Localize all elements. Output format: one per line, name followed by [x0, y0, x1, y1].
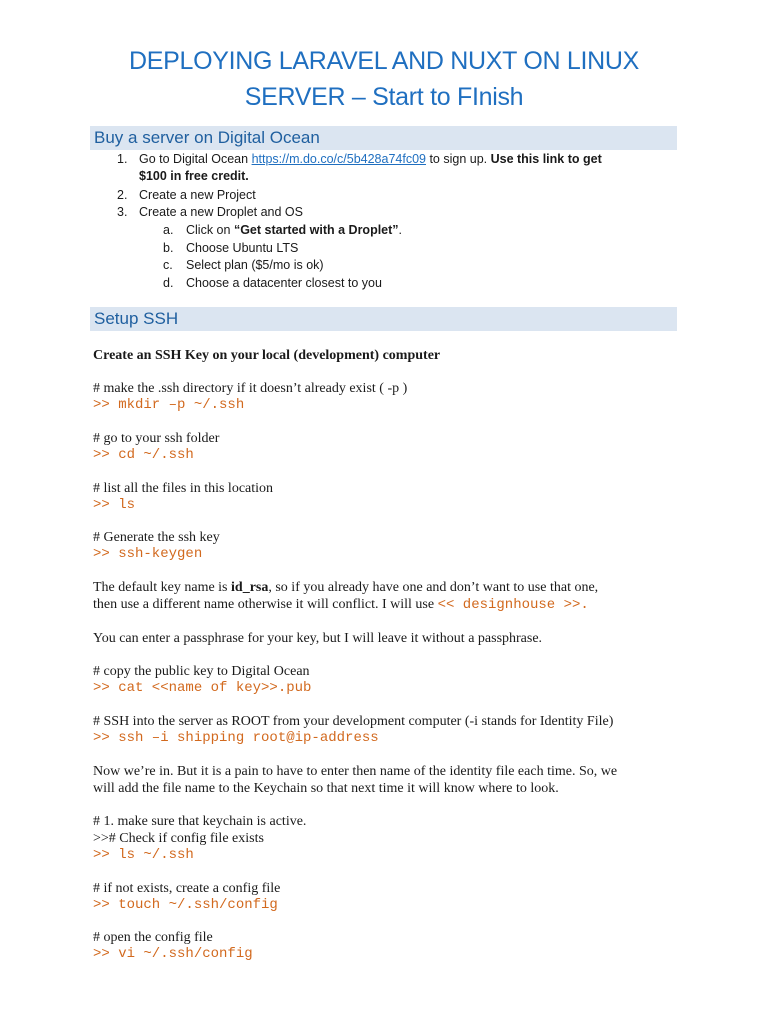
document-title-line-1: DEPLOYING LARAVEL AND NUXT ON LINUX — [128, 47, 640, 75]
comment-line: # go to your ssh folder — [93, 431, 220, 446]
command-line: >> touch ~/.ssh/config — [93, 897, 278, 913]
command-line: >> ssh-keygen — [93, 546, 203, 562]
comment-line: # list all the files in this location — [93, 481, 274, 496]
subheading-create-ssh-key: Create an SSH Key on your local (development) computer — [93, 348, 441, 363]
paragraph-passphrase: You can enter a passphrase for your key, but I will leave it without a passphrase. — [93, 631, 543, 646]
command-line: >> ssh –i shipping root@ip-address — [93, 730, 379, 746]
section-heading-digital-ocean — [90, 126, 677, 150]
comment-line: # copy the public key to Digital Ocean — [93, 664, 310, 679]
command-line: >> ls — [93, 497, 136, 513]
comment-line: # if not exists, create a config file — [93, 881, 281, 896]
comment-line: >># Check if config file exists — [93, 831, 264, 846]
digital-ocean-referral-link[interactable]: https://m.do.co/c/5b428a74fc09 — [251, 152, 426, 166]
comment-line: # 1. make sure that keychain is active. — [93, 814, 307, 829]
comment-line: # open the config file — [93, 930, 213, 945]
paragraph-keychain-line-2: will add the file name to the Keychain so that next time it will know where to look. — [93, 781, 559, 796]
document-page: DEPLOYING LARAVEL AND NUXT ON LINUX SERVER – Start to FInish Buy a server on Digital Ocean 1. Go to Digital Ocean https://m.do.co/c/5b428a74fc09 to sign up. Use this link to get $100 in free credit. 2. Create a new Project 3. Create a new Droplet and OS a. Click on “Get started with a Droplet”. b. Choose Ubuntu LTS c. Select plan ($5/mo is ok) d. Choose a datacenter closest to you Setup SSH Create an SSH Key on your local (development) computer # make the .ssh directory if it doesn’t already exist ( -p ) >> mkdir –p ~/.ssh # go to your ssh folder >> cd ~/.ssh # list all the files in this location >> ls # Generate the ssh key >> ssh-keygen The default key name is id_rsa, so if you already have one and don’t want to use that one, then use a different name otherwise it will conflict. I will use << designhouse >>. You can enter a passphrase for your key, but I will leave it without a passphrase. # copy the public key to Digital Ocean >> cat <<name of key>>.pub # SSH into the server as ROOT from your development computer (-i stands for Identity File) >> ssh –i shipping root@ip-address Now we’re in. But it is a pain to have to enter then name of the identity file each time. So, we will add the file name to the Keychain so that next time it will know where to look. # 1. make sure that keychain is active. >># Check if config file exists >> ls ~/.ssh # if not exists, create a config file >> touch ~/.ssh/config # open the config file >> vi ~/.ssh/config — [0, 0, 768, 1024]
command-line: >> cat <<name of key>>.pub — [93, 680, 312, 696]
paragraph-keychain-line-1: Now we’re in. But it is a pain to have to enter then name of the identity file each time. So, we — [93, 764, 618, 779]
command-line: >> cd ~/.ssh — [93, 447, 194, 463]
document-title-line-2: SERVER – Start to FInish — [244, 83, 524, 111]
comment-line: # make the .ssh directory if it doesn’t already exist ( -p ) — [93, 381, 408, 396]
comment-line: # SSH into the server as ROOT from your development computer (-i stands for Identity File) — [93, 714, 614, 729]
paragraph-default-key-line-2: then use a different name otherwise it will conflict. I will use << designhouse >>. — [93, 597, 589, 613]
command-line: >> mkdir –p ~/.ssh — [93, 397, 245, 413]
section-heading-setup-ssh — [90, 307, 677, 331]
paragraph-default-key: The default key name is id_rsa, so if you already have one and don’t want to use that one, — [93, 580, 599, 595]
section-heading-text: Buy a server on Digital Ocean — [94, 128, 320, 147]
section-heading-text: Setup SSH — [94, 309, 179, 328]
list-item-1: 1. Go to Digital Ocean https://m.do.co/c/5b428a74fc09 to sign up. Use this link to get $100 in free credit. — [117, 152, 602, 183]
comment-line: # Generate the ssh key — [93, 530, 220, 545]
command-line: >> ls ~/.ssh — [93, 847, 194, 863]
command-line: >> vi ~/.ssh/config — [93, 946, 253, 962]
